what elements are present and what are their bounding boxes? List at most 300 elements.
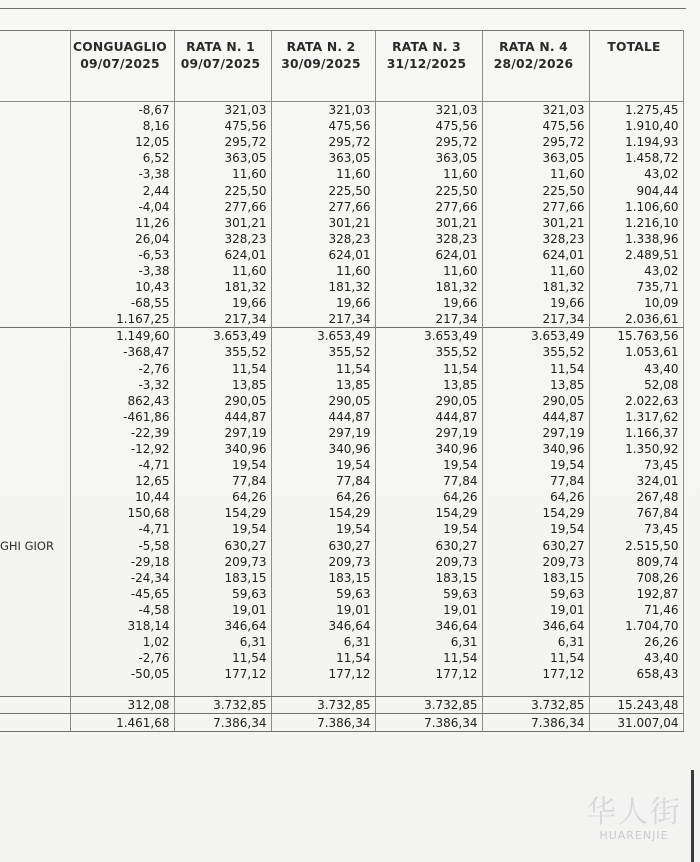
cell-rata-1: 59,63 xyxy=(174,586,271,602)
cell-rata-2: 64,26 xyxy=(271,489,375,505)
cell-rata-3: 177,12 xyxy=(375,666,482,682)
cell-rata-4: 19,54 xyxy=(482,457,589,473)
cell-totale: 1.317,62 xyxy=(589,409,683,425)
cell-rata-3: 355,52 xyxy=(375,344,482,360)
spacer-cell xyxy=(589,682,683,697)
cell-rata-4: 154,29 xyxy=(482,505,589,521)
cell-rata-4: 444,87 xyxy=(482,409,589,425)
cell-rata-4: 19,01 xyxy=(482,602,589,618)
cell-rata-2: 181,32 xyxy=(271,279,375,295)
cell-rata-4: 183,15 xyxy=(482,570,589,586)
cell-rata-1: 13,85 xyxy=(174,377,271,393)
cell-rata-2: 7.386,34 xyxy=(271,714,375,731)
header-rata-1-date: 09/07/2025 xyxy=(180,57,261,71)
cell-rata-3: 297,19 xyxy=(375,425,482,441)
cell-conguaglio: 11,26 xyxy=(70,215,174,231)
cell-rata-3: 7.386,34 xyxy=(375,714,482,731)
row-description xyxy=(0,134,70,150)
row-description xyxy=(0,361,70,377)
cell-conguaglio: -8,67 xyxy=(70,102,174,119)
spacer-cell xyxy=(70,682,174,697)
cell-totale: 1.053,61 xyxy=(589,344,683,360)
cell-rata-3: 6,31 xyxy=(375,634,482,650)
row-description xyxy=(0,295,70,311)
cell-rata-2: 183,15 xyxy=(271,570,375,586)
table-row xyxy=(0,199,683,215)
cell-rata-2: 3.653,49 xyxy=(271,328,375,345)
cell-totale: 10,09 xyxy=(589,295,683,311)
row-description xyxy=(0,441,70,457)
cell-rata-3: 3.653,49 xyxy=(375,328,482,345)
table-row xyxy=(0,328,683,345)
row-description xyxy=(0,650,70,666)
cell-rata-1: 19,01 xyxy=(174,602,271,618)
cell-totale: 43,40 xyxy=(589,650,683,666)
cell-rata-4: 301,21 xyxy=(482,215,589,231)
cell-rata-4: 11,54 xyxy=(482,361,589,377)
table-row xyxy=(0,361,683,377)
cell-totale: 735,71 xyxy=(589,279,683,295)
table-row xyxy=(0,118,683,134)
cell-rata-2: 295,72 xyxy=(271,134,375,150)
cell-totale: 658,43 xyxy=(589,666,683,682)
cell-rata-1: 301,21 xyxy=(174,215,271,231)
header-rata-2-date: 30/09/2025 xyxy=(281,57,361,71)
table-row xyxy=(0,554,683,570)
cell-totale: 1.338,96 xyxy=(589,231,683,247)
cell-conguaglio: -45,65 xyxy=(70,586,174,602)
header-rata-3-date: 31/12/2025 xyxy=(386,57,467,71)
header-rata-1 xyxy=(174,31,271,102)
table-row xyxy=(0,666,683,682)
cell-rata-2: 444,87 xyxy=(271,409,375,425)
row-description xyxy=(0,393,70,409)
header-rata-4-title: RATA N. 4 xyxy=(499,40,568,54)
cell-conguaglio: -50,05 xyxy=(70,666,174,682)
cell-conguaglio: 26,04 xyxy=(70,231,174,247)
cell-rata-1: 363,05 xyxy=(174,150,271,166)
cell-rata-1: 624,01 xyxy=(174,247,271,263)
cell-rata-2: 217,34 xyxy=(271,311,375,328)
cell-rata-1: 217,34 xyxy=(174,311,271,328)
cell-conguaglio: -2,76 xyxy=(70,650,174,666)
cell-totale: 1.194,93 xyxy=(589,134,683,150)
installments-table xyxy=(0,30,684,732)
cell-conguaglio: -5,58 xyxy=(70,538,174,554)
header-conguaglio-title: CONGUAGLIO xyxy=(73,40,167,54)
cell-rata-1: 297,19 xyxy=(174,425,271,441)
header-rata-2 xyxy=(271,31,375,102)
header-rata-4 xyxy=(482,31,589,102)
cell-rata-2: 13,85 xyxy=(271,377,375,393)
cell-rata-2: 11,54 xyxy=(271,650,375,666)
cell-rata-1: 295,72 xyxy=(174,134,271,150)
cell-totale: 809,74 xyxy=(589,554,683,570)
cell-rata-2: 19,01 xyxy=(271,602,375,618)
cell-rata-4: 64,26 xyxy=(482,489,589,505)
cell-rata-3: 277,66 xyxy=(375,199,482,215)
cell-totale: 1.350,92 xyxy=(589,441,683,457)
row-description xyxy=(0,279,70,295)
cell-rata-4: 11,60 xyxy=(482,166,589,182)
cell-rata-3: 321,03 xyxy=(375,102,482,119)
spacer-row xyxy=(0,682,683,697)
cell-rata-1: 154,29 xyxy=(174,505,271,521)
row-description xyxy=(0,311,70,328)
cell-totale: 267,48 xyxy=(589,489,683,505)
cell-conguaglio: 8,16 xyxy=(70,118,174,134)
cell-conguaglio: 318,14 xyxy=(70,618,174,634)
cell-totale: 31.007,04 xyxy=(589,714,683,731)
cell-rata-1: 64,26 xyxy=(174,489,271,505)
header-totale xyxy=(589,31,683,102)
row-description xyxy=(0,118,70,134)
header-rata-3-title: RATA N. 3 xyxy=(392,40,461,54)
header-rata-4-date: 28/02/2026 xyxy=(493,57,574,71)
cell-rata-1: 328,23 xyxy=(174,231,271,247)
cell-totale: 43,02 xyxy=(589,166,683,182)
table-row xyxy=(0,586,683,602)
cell-rata-3: 19,66 xyxy=(375,295,482,311)
cell-rata-4: 475,56 xyxy=(482,118,589,134)
table-row xyxy=(0,263,683,279)
cell-rata-1: 290,05 xyxy=(174,393,271,409)
cell-rata-3: 217,34 xyxy=(375,311,482,328)
cell-totale: 43,40 xyxy=(589,361,683,377)
cell-rata-1: 177,12 xyxy=(174,666,271,682)
cell-rata-3: 19,01 xyxy=(375,602,482,618)
cell-totale: 1.910,40 xyxy=(589,118,683,134)
table-totals xyxy=(0,682,683,731)
table-row xyxy=(0,166,683,182)
row-description xyxy=(0,328,70,345)
table-row xyxy=(0,473,683,489)
cell-rata-4: 19,66 xyxy=(482,295,589,311)
row-description xyxy=(0,150,70,166)
cell-rata-2: 290,05 xyxy=(271,393,375,409)
cell-totale: 52,08 xyxy=(589,377,683,393)
cell-rata-2: 19,54 xyxy=(271,521,375,537)
table-row xyxy=(0,489,683,505)
cell-rata-1: 3.732,85 xyxy=(174,697,271,714)
row-description xyxy=(0,231,70,247)
table-row xyxy=(0,311,683,328)
row-description xyxy=(0,425,70,441)
cell-rata-2: 19,54 xyxy=(271,457,375,473)
cell-conguaglio: 10,44 xyxy=(70,489,174,505)
total-row xyxy=(0,697,683,714)
cell-rata-3: 444,87 xyxy=(375,409,482,425)
cell-totale: 1.166,37 xyxy=(589,425,683,441)
row-description xyxy=(0,199,70,215)
cell-rata-2: 177,12 xyxy=(271,666,375,682)
cell-rata-3: 290,05 xyxy=(375,393,482,409)
table-row xyxy=(0,505,683,521)
row-description xyxy=(0,247,70,263)
header-row xyxy=(0,31,683,102)
cell-conguaglio: 12,05 xyxy=(70,134,174,150)
spacer-cell xyxy=(271,682,375,697)
cell-rata-4: 7.386,34 xyxy=(482,714,589,731)
cell-totale: 2.515,50 xyxy=(589,538,683,554)
cell-rata-1: 346,64 xyxy=(174,618,271,634)
cell-rata-3: 328,23 xyxy=(375,231,482,247)
cell-rata-3: 363,05 xyxy=(375,150,482,166)
cell-rata-1: 277,66 xyxy=(174,199,271,215)
row-description xyxy=(0,182,70,198)
cell-rata-4: 363,05 xyxy=(482,150,589,166)
table-row xyxy=(0,650,683,666)
table-row xyxy=(0,393,683,409)
table-row xyxy=(0,521,683,537)
cell-conguaglio: -4,58 xyxy=(70,602,174,618)
table-row xyxy=(0,279,683,295)
row-description xyxy=(0,554,70,570)
cell-totale: 904,44 xyxy=(589,182,683,198)
cell-rata-1: 3.653,49 xyxy=(174,328,271,345)
table-row xyxy=(0,457,683,473)
cell-rata-4: 19,54 xyxy=(482,521,589,537)
table-body xyxy=(0,102,683,683)
cell-rata-3: 301,21 xyxy=(375,215,482,231)
cell-rata-3: 346,64 xyxy=(375,618,482,634)
cell-rata-4: 290,05 xyxy=(482,393,589,409)
cell-conguaglio: -4,71 xyxy=(70,457,174,473)
row-description xyxy=(0,377,70,393)
header-rata-1-title: RATA N. 1 xyxy=(186,40,255,54)
cell-conguaglio: 312,08 xyxy=(70,697,174,714)
cell-rata-4: 217,34 xyxy=(482,311,589,328)
table-row xyxy=(0,150,683,166)
table-row xyxy=(0,441,683,457)
table-row xyxy=(0,425,683,441)
cell-rata-1: 355,52 xyxy=(174,344,271,360)
cell-rata-1: 340,96 xyxy=(174,441,271,457)
top-rule xyxy=(0,8,686,9)
row-description: GHI GIOR xyxy=(0,538,54,553)
cell-rata-3: 154,29 xyxy=(375,505,482,521)
table-row xyxy=(0,618,683,634)
cell-conguaglio: -4,04 xyxy=(70,199,174,215)
table-row xyxy=(0,409,683,425)
cell-rata-4: 177,12 xyxy=(482,666,589,682)
row-description xyxy=(0,263,70,279)
table-row xyxy=(0,344,683,360)
cell-totale: 1.216,10 xyxy=(589,215,683,231)
cell-rata-1: 7.386,34 xyxy=(174,714,271,731)
watermark-chinese-text: 华人街 xyxy=(586,795,682,830)
cell-rata-3: 19,54 xyxy=(375,521,482,537)
cell-conguaglio: -24,34 xyxy=(70,570,174,586)
cell-rata-2: 11,54 xyxy=(271,361,375,377)
cell-rata-1: 19,66 xyxy=(174,295,271,311)
cell-totale: 1.106,60 xyxy=(589,199,683,215)
cell-rata-3: 181,32 xyxy=(375,279,482,295)
cell-rata-2: 11,60 xyxy=(271,263,375,279)
row-description xyxy=(0,409,70,425)
cell-rata-2: 355,52 xyxy=(271,344,375,360)
row-description xyxy=(0,714,70,731)
cell-rata-2: 209,73 xyxy=(271,554,375,570)
cell-totale: 708,26 xyxy=(589,570,683,586)
cell-rata-4: 181,32 xyxy=(482,279,589,295)
cell-rata-3: 295,72 xyxy=(375,134,482,150)
cell-totale: 2.036,61 xyxy=(589,311,683,328)
row-description xyxy=(0,489,70,505)
cell-totale: 26,26 xyxy=(589,634,683,650)
cell-rata-3: 13,85 xyxy=(375,377,482,393)
cell-totale: 43,02 xyxy=(589,263,683,279)
cell-rata-3: 624,01 xyxy=(375,247,482,263)
cell-rata-3: 77,84 xyxy=(375,473,482,489)
cell-rata-2: 340,96 xyxy=(271,441,375,457)
cell-rata-4: 3.732,85 xyxy=(482,697,589,714)
row-description xyxy=(0,618,70,634)
cell-conguaglio: -29,18 xyxy=(70,554,174,570)
cell-rata-3: 209,73 xyxy=(375,554,482,570)
cell-conguaglio: 1.167,25 xyxy=(70,311,174,328)
cell-rata-1: 630,27 xyxy=(174,538,271,554)
row-description xyxy=(0,166,70,182)
cell-rata-3: 630,27 xyxy=(375,538,482,554)
cell-rata-3: 11,60 xyxy=(375,263,482,279)
cell-conguaglio: -12,92 xyxy=(70,441,174,457)
cell-conguaglio: -2,76 xyxy=(70,361,174,377)
row-description xyxy=(0,666,70,682)
cell-rata-2: 321,03 xyxy=(271,102,375,119)
header-conguaglio-date: 09/07/2025 xyxy=(80,57,160,71)
cell-rata-1: 11,54 xyxy=(174,650,271,666)
cell-totale: 767,84 xyxy=(589,505,683,521)
cell-rata-2: 328,23 xyxy=(271,231,375,247)
row-description xyxy=(0,570,70,586)
cell-rata-2: 11,60 xyxy=(271,166,375,182)
cell-rata-4: 321,03 xyxy=(482,102,589,119)
cell-rata-4: 11,54 xyxy=(482,650,589,666)
cell-rata-4: 630,27 xyxy=(482,538,589,554)
cell-conguaglio: -461,86 xyxy=(70,409,174,425)
cell-rata-2: 475,56 xyxy=(271,118,375,134)
total-row xyxy=(0,714,683,731)
cell-conguaglio: 150,68 xyxy=(70,505,174,521)
row-description xyxy=(0,215,70,231)
cell-rata-2: 624,01 xyxy=(271,247,375,263)
cell-rata-1: 11,54 xyxy=(174,361,271,377)
cell-rata-2: 346,64 xyxy=(271,618,375,634)
cell-conguaglio: 10,43 xyxy=(70,279,174,295)
cell-rata-1: 19,54 xyxy=(174,457,271,473)
cell-conguaglio: 1.461,68 xyxy=(70,714,174,731)
cell-rata-1: 11,60 xyxy=(174,166,271,182)
header-rata-3 xyxy=(375,31,482,102)
cell-totale: 324,01 xyxy=(589,473,683,489)
cell-totale: 71,46 xyxy=(589,602,683,618)
cell-rata-3: 183,15 xyxy=(375,570,482,586)
cell-totale: 1.458,72 xyxy=(589,150,683,166)
cell-totale: 2.489,51 xyxy=(589,247,683,263)
cell-rata-4: 624,01 xyxy=(482,247,589,263)
row-description xyxy=(0,473,70,489)
cell-rata-4: 13,85 xyxy=(482,377,589,393)
cell-rata-3: 64,26 xyxy=(375,489,482,505)
cell-rata-1: 444,87 xyxy=(174,409,271,425)
row-description xyxy=(0,102,70,119)
cell-rata-4: 355,52 xyxy=(482,344,589,360)
cell-conguaglio: -22,39 xyxy=(70,425,174,441)
table-row xyxy=(0,570,683,586)
cell-rata-4: 6,31 xyxy=(482,634,589,650)
cell-rata-3: 3.732,85 xyxy=(375,697,482,714)
photo-edge-shadow xyxy=(691,770,694,862)
row-description xyxy=(0,505,70,521)
spacer-cell xyxy=(375,682,482,697)
cell-rata-2: 363,05 xyxy=(271,150,375,166)
cell-rata-2: 225,50 xyxy=(271,182,375,198)
row-description xyxy=(0,586,70,602)
cell-rata-4: 297,19 xyxy=(482,425,589,441)
table-row xyxy=(0,102,683,119)
cell-conguaglio: 1,02 xyxy=(70,634,174,650)
cell-conguaglio: -68,55 xyxy=(70,295,174,311)
spacer-cell xyxy=(174,682,271,697)
cell-conguaglio: -3,32 xyxy=(70,377,174,393)
table-row xyxy=(0,231,683,247)
table-row xyxy=(0,634,683,650)
cell-conguaglio: 12,65 xyxy=(70,473,174,489)
cell-totale: 73,45 xyxy=(589,521,683,537)
table-row xyxy=(0,182,683,198)
table-row xyxy=(0,538,683,554)
cell-rata-3: 59,63 xyxy=(375,586,482,602)
cell-rata-2: 3.732,85 xyxy=(271,697,375,714)
header-conguaglio xyxy=(70,31,174,102)
cell-rata-2: 297,19 xyxy=(271,425,375,441)
cell-rata-2: 301,21 xyxy=(271,215,375,231)
cell-conguaglio: -3,38 xyxy=(70,166,174,182)
cell-totale: 1.275,45 xyxy=(589,102,683,119)
watermark-latin-text: HUARENJIE xyxy=(599,829,669,842)
cell-rata-4: 346,64 xyxy=(482,618,589,634)
cell-rata-2: 154,29 xyxy=(271,505,375,521)
cell-rata-2: 77,84 xyxy=(271,473,375,489)
row-description xyxy=(0,602,70,618)
cell-rata-4: 225,50 xyxy=(482,182,589,198)
cell-rata-2: 6,31 xyxy=(271,634,375,650)
cell-rata-4: 59,63 xyxy=(482,586,589,602)
cell-rata-1: 181,32 xyxy=(174,279,271,295)
header-rata-2-title: RATA N. 2 xyxy=(286,40,356,54)
row-description xyxy=(0,634,70,650)
cell-conguaglio: 2,44 xyxy=(70,182,174,198)
cell-rata-4: 340,96 xyxy=(482,441,589,457)
cell-rata-3: 225,50 xyxy=(375,182,482,198)
cell-rata-2: 630,27 xyxy=(271,538,375,554)
watermark-logo xyxy=(586,797,682,842)
table-row xyxy=(0,295,683,311)
cell-totale: 1.704,70 xyxy=(589,618,683,634)
cell-totale: 73,45 xyxy=(589,457,683,473)
cell-rata-3: 11,54 xyxy=(375,361,482,377)
spacer-cell xyxy=(482,682,589,697)
row-description xyxy=(0,697,70,714)
cell-totale: 15.243,48 xyxy=(589,697,683,714)
row-description xyxy=(0,344,70,360)
cell-conguaglio: 1.149,60 xyxy=(70,328,174,345)
cell-rata-4: 11,60 xyxy=(482,263,589,279)
cell-rata-3: 11,60 xyxy=(375,166,482,182)
cell-rata-1: 209,73 xyxy=(174,554,271,570)
cell-totale: 192,87 xyxy=(589,586,683,602)
